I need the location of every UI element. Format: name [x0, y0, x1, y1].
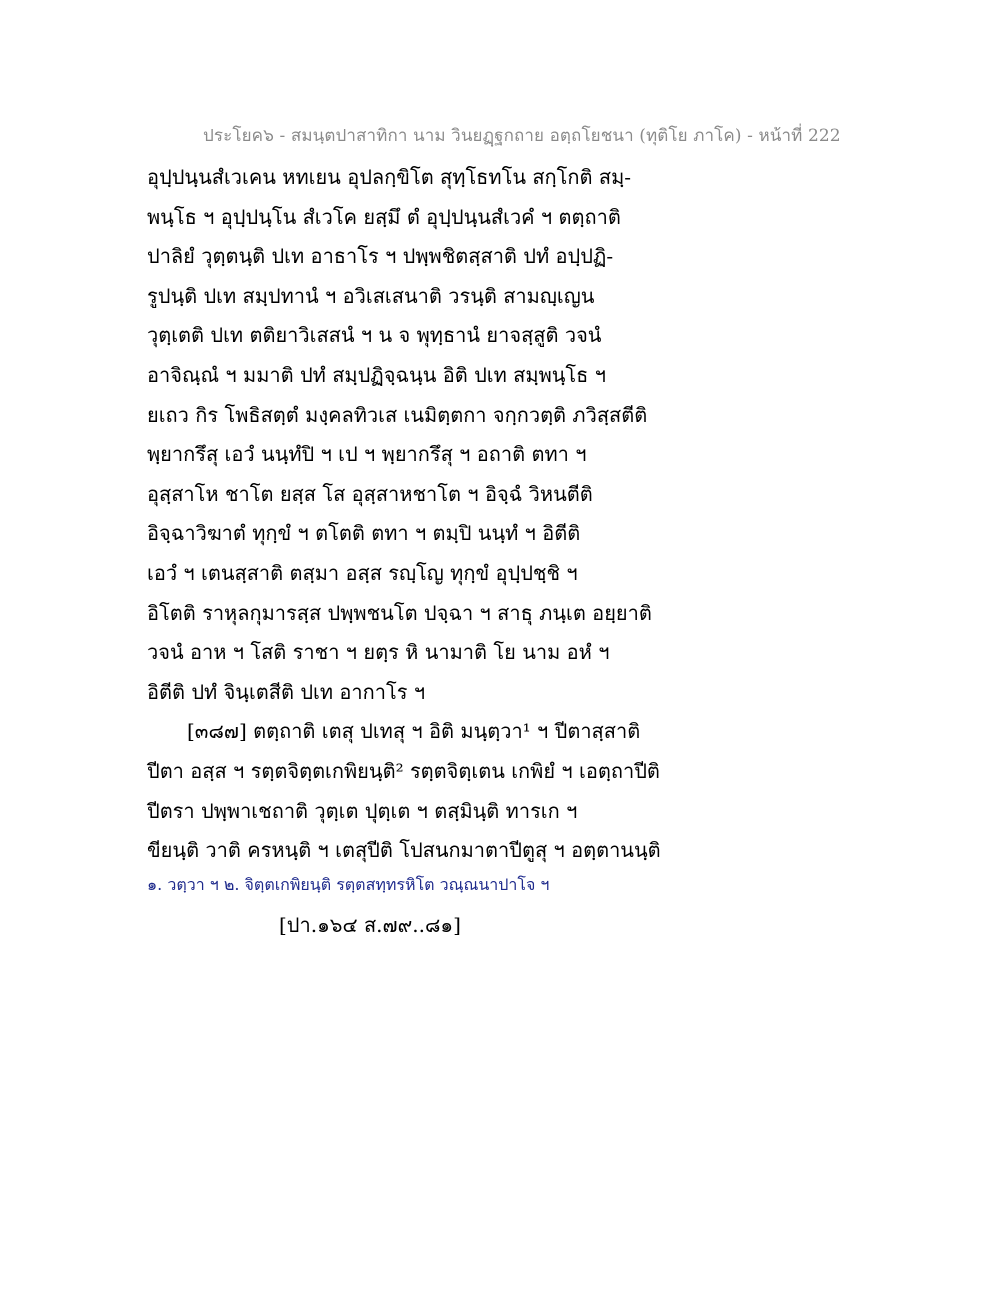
body-line: ขียนฺติ วาติ ครหนฺติ ฯ เตสุปีติ โปสนกมาตาปีตูสุ ฯ อตฺตานนฺติ	[147, 838, 661, 863]
body-line: พฺยากรึสุ เอวํ นนฺทํปิ ฯ เป ฯ พฺยากรึสุ ฯ อถาติ ตทา ฯ	[147, 442, 587, 467]
body-line: รูปนฺติ ปเท สมฺปทานํ ฯ อวิเสเสนาติ วรนฺติ สามญฺเญน	[147, 283, 595, 308]
paragraph-start-line: [๓๘๗] ตตฺถาติ เตสุ ปเทสุ ฯ อิติ มนฺตฺวา¹ ฯ ปีตาสฺสาติ	[187, 719, 641, 744]
body-line: ยเถว กิร โพธิสตฺตํ มงฺคลทิวเส เนมิตฺตกา จกฺกวตฺติ ภวิสฺสตีติ	[147, 402, 648, 427]
body-line: เอวํ ฯ เตนสฺสาติ ตสฺมา อสฺส รญฺโญ ทุกฺขํ อุปฺปชฺชิ ฯ	[147, 560, 578, 585]
body-line: วจนํ อาห ฯ โสติ ราชา ฯ ยตฺร หิ นามาติ โย นาม อหํ ฯ	[147, 640, 610, 665]
body-line: ปีตรา ปพฺพาเชถาติ วุตฺเต ปุตฺเต ฯ ตสฺมินฺติ ทารเก ฯ	[147, 798, 578, 823]
body-line: ปีตา อสฺส ฯ รตฺตจิตฺตเกพิยนฺติ² รตฺตจิตฺเตน เกพิยํ ฯ เอตฺถาปีติ	[147, 758, 660, 783]
body-text	[147, 158, 661, 871]
footnote: ๑. วตฺวา ฯ ๒. จิตฺตเกพิยนฺติ รตฺตสทฺทรหิโต วณฺณนาปาโจ ฯ	[147, 875, 550, 894]
body-line: ปาลิยํ วุตฺตนฺติ ปเท อาธาโร ฯ ปพฺพชิตสฺสาติ ปทํ อปฺปฏิ-	[147, 244, 614, 269]
body-line: อิตีติ ปทํ จินฺเตสีติ ปเท อากาโร ฯ	[147, 679, 426, 704]
body-line: อุสฺสาโห ชาโต ยสฺส โส อุสฺสาหชาโต ฯ อิจฺฉํ วิหนตีติ	[147, 481, 593, 506]
page-header: ประโยค๖ - สมนฺตปาสาทิกา นาม วินยฏฺฐกถาย อตฺถโยชนา (ทุติโย ภาโค) - หน้าที่ 222	[203, 126, 841, 146]
body-line: อาจิณฺณํ ฯ มมาติ ปทํ สมฺปฏิจฺฉนฺน อิติ ปเท สมฺพนฺโธ ฯ	[147, 362, 606, 387]
body-line: อิจฺฉาวิฆาตํ ทุกฺขํ ฯ ตโตติ ตทา ฯ ตมฺปิ นนฺทํ ฯ อิตีติ	[147, 521, 581, 546]
body-line: วุตฺเตติ ปเท ตติยาวิเสสนํ ฯ น จ พุทฺธานํ ยาจสฺสูติ วจนํ	[147, 323, 602, 348]
page-reference: [ปา.๑๖๔ ส.๗๙..๘๑]	[279, 913, 461, 937]
body-line: พนฺโธ ฯ อุปฺปนฺโน สํเวโค ยสฺมึ ตํ อุปฺปนฺนสํเวคํ ฯ ตตฺถาติ	[147, 204, 621, 229]
body-line: อุปฺปนฺนสํเวเคน หทเยน อุปลกฺขิโต สุทฺโธทโน สกฺโกติ สมฺ-	[147, 165, 632, 189]
body-line: อิโตติ ราหุลกุมารสฺส ปพฺพชนโต ปจฺฉา ฯ สาธุ ภนฺเต อยฺยาติ	[147, 600, 652, 625]
